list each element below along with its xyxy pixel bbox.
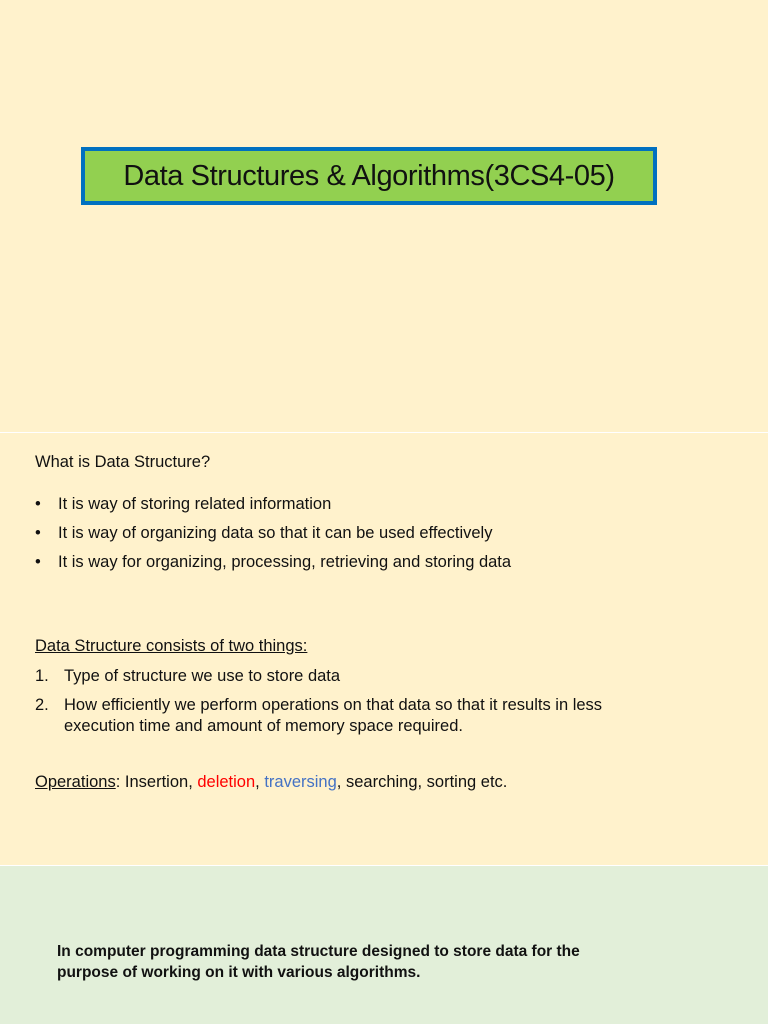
bullet-item bbox=[35, 522, 511, 551]
numbered-item bbox=[35, 695, 615, 737]
bullet-icon: • bbox=[35, 553, 41, 571]
what-is-heading: What is Data Structure? bbox=[35, 453, 211, 471]
item-number: 1. bbox=[35, 667, 49, 685]
definition-bullets bbox=[35, 493, 511, 580]
item-text: Type of structure we use to store data bbox=[64, 667, 341, 685]
bullet-icon: • bbox=[35, 495, 41, 513]
consists-heading: Data Structure consists of two things: bbox=[35, 637, 308, 655]
summary-text: In computer programming data structure designed to store data for the purpose of working on it with various algorithms. bbox=[57, 943, 580, 981]
item-text: How efficiently we perform operations on that data so that it results in less execution time and amount of memory space required. bbox=[64, 696, 603, 735]
item-number: 2. bbox=[35, 696, 49, 714]
title-box bbox=[81, 147, 657, 205]
operations-line bbox=[35, 773, 507, 792]
operations-comma: , bbox=[188, 773, 198, 791]
slide-title: Data Structures & Algorithms(3CS4-05) bbox=[123, 159, 615, 192]
bullet-item bbox=[35, 551, 511, 580]
bullet-text: It is way of organizing data so that it can be used effectively bbox=[58, 524, 493, 542]
operation-deletion: deletion bbox=[197, 773, 256, 791]
operation-insertion: Insertion bbox=[124, 773, 189, 791]
operations-comma: , bbox=[255, 773, 265, 791]
operations-separator: : bbox=[115, 773, 125, 791]
operations-label: Operations bbox=[35, 773, 116, 791]
bullet-text: It is way for organizing, processing, retrieving and storing data bbox=[58, 553, 512, 571]
title-slide bbox=[0, 0, 768, 432]
numbered-item bbox=[35, 666, 615, 687]
bullet-item bbox=[35, 493, 511, 522]
bullet-icon: • bbox=[35, 524, 41, 542]
operation-traversing: traversing bbox=[264, 773, 337, 791]
summary-slide bbox=[0, 866, 768, 1024]
definition-slide bbox=[0, 433, 768, 865]
numbered-list bbox=[35, 666, 615, 745]
operations-rest: , searching, sorting etc. bbox=[336, 773, 508, 791]
bullet-text: It is way of storing related information bbox=[58, 495, 332, 513]
